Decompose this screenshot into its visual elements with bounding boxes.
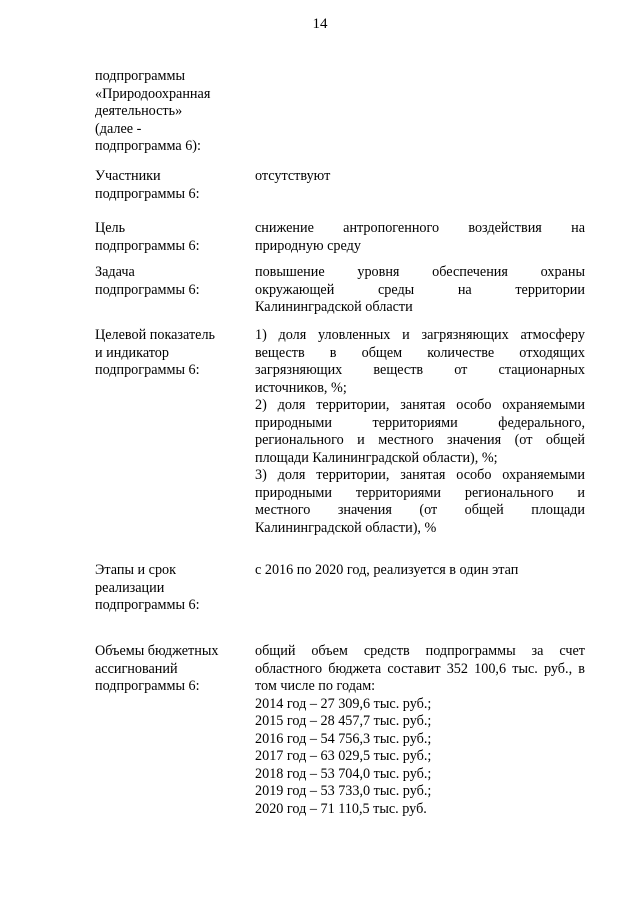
target-indicator-label bbox=[95, 327, 245, 380]
value-line: регионального и местного значения (от общей bbox=[255, 432, 585, 448]
label-line: подпрограммы 6: bbox=[95, 597, 200, 613]
value-line: областного бюджета составит 352 100,6 тыс. руб., в bbox=[255, 660, 585, 677]
budget-year-line: 2015 год – 28 457,7 тыс. руб.; bbox=[255, 713, 432, 729]
label-line: Цель bbox=[95, 220, 126, 236]
budget-year-line: 2016 год – 54 756,3 тыс. руб.; bbox=[255, 730, 432, 747]
budget-volume-value bbox=[255, 643, 585, 818]
label-line: и индикатор bbox=[95, 344, 169, 361]
value-line: повышение уровня обеспечения охраны bbox=[255, 264, 585, 280]
value-line: снижение антропогенного воздействия на bbox=[255, 220, 585, 236]
label-line: «Природоохранная bbox=[95, 85, 211, 102]
participants-label bbox=[95, 168, 245, 203]
value-line: природную среду bbox=[255, 237, 361, 254]
task-value bbox=[255, 264, 585, 317]
value-line: Калининградской области bbox=[255, 299, 413, 315]
budget-year-line: 2014 год – 27 309,6 тыс. руб.; bbox=[255, 695, 432, 712]
label-line: Целевой показатель bbox=[95, 327, 215, 343]
page-number: 14 bbox=[312, 16, 328, 32]
value-line: 1) доля уловленных и загрязняющих атмосферу bbox=[255, 327, 585, 343]
label-line: подпрограммы 6: bbox=[95, 281, 200, 298]
label-line: (далее - bbox=[95, 120, 142, 137]
goal-label bbox=[95, 220, 245, 255]
stages-term-label bbox=[95, 562, 245, 615]
value-line: природными территориями федерального, bbox=[255, 414, 585, 431]
value-line: с 2016 по 2020 год, реализуется в один этап bbox=[255, 562, 519, 578]
budget-year-line: 2020 год – 71 110,5 тыс. руб. bbox=[255, 800, 427, 817]
label-line: подпрограмма 6): bbox=[95, 138, 201, 154]
task-label bbox=[95, 264, 245, 299]
value-line: источников, %; bbox=[255, 379, 347, 396]
budget-year-line: 2018 год – 53 704,0 тыс. руб.; bbox=[255, 765, 432, 782]
value-line: местного значения (от общей площади bbox=[255, 502, 585, 518]
value-line: отсутствуют bbox=[255, 168, 331, 184]
budget-year-line: 2017 год – 63 029,5 тыс. руб.; bbox=[255, 748, 432, 764]
value-line: площади Калининградской области), %; bbox=[255, 449, 498, 466]
value-line: 2) доля территории, занятая особо охраняемыми bbox=[255, 397, 585, 413]
label-line: ассигнований bbox=[95, 660, 178, 677]
budget-volume-label bbox=[95, 643, 245, 696]
value-line: том числе по годам: bbox=[255, 678, 376, 694]
label-line: Участники bbox=[95, 168, 161, 184]
value-line: 3) доля территории, занятая особо охраняемыми bbox=[255, 467, 585, 483]
label-line: подпрограммы 6: bbox=[95, 237, 200, 254]
value-line: Калининградской области), % bbox=[255, 519, 437, 536]
subprogram-name-label bbox=[95, 68, 245, 156]
label-line: подпрограммы 6: bbox=[95, 362, 200, 378]
value-line: общий объем средств подпрограммы за счет bbox=[255, 643, 585, 659]
goal-value bbox=[255, 220, 585, 255]
value-line: загрязняющих веществ от стационарных bbox=[255, 362, 585, 378]
label-line: Объемы бюджетных bbox=[95, 643, 219, 659]
label-line: Задача bbox=[95, 264, 135, 280]
label-line: Этапы и срок bbox=[95, 562, 177, 578]
label-line: реализации bbox=[95, 579, 165, 596]
budget-year-line: 2019 год – 53 733,0 тыс. руб.; bbox=[255, 783, 432, 799]
stages-term-value bbox=[255, 562, 585, 580]
value-line: окружающей среды на территории bbox=[255, 281, 585, 298]
value-line: веществ в общем количестве отходящих bbox=[255, 344, 585, 361]
label-line: подпрограммы bbox=[95, 68, 185, 84]
participants-value bbox=[255, 168, 585, 186]
value-line: природными территориями регионального и bbox=[255, 484, 585, 501]
target-indicator-value bbox=[255, 327, 585, 537]
label-line: деятельность» bbox=[95, 103, 183, 119]
label-line: подпрограммы 6: bbox=[95, 678, 200, 694]
label-line: подпрограммы 6: bbox=[95, 185, 200, 202]
